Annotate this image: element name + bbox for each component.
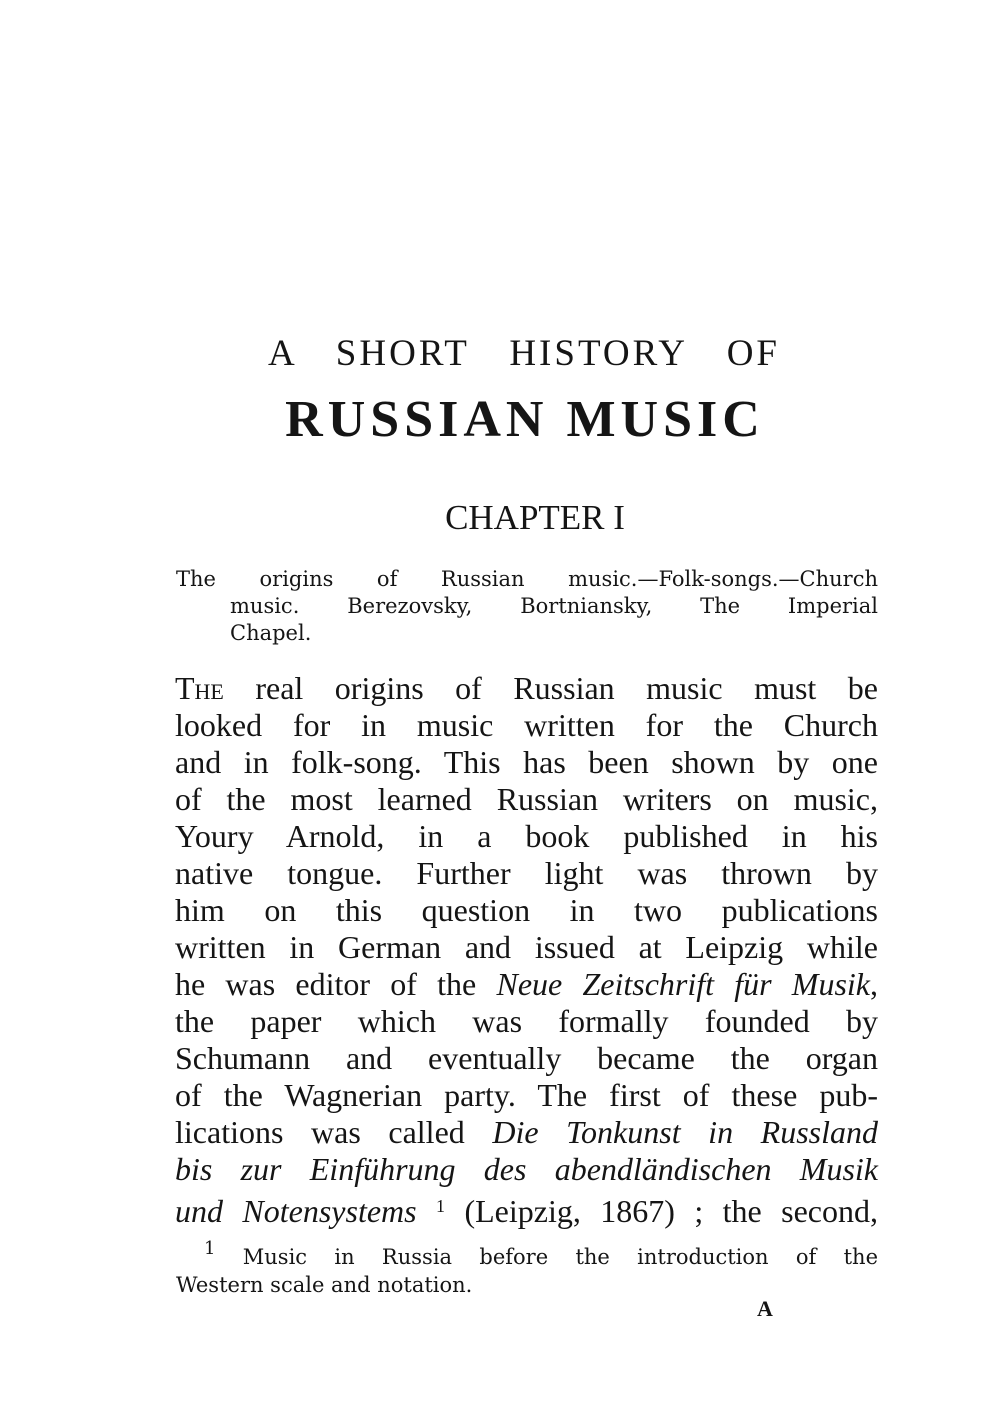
body-text-segment: Schumann and eventually became the organ: [175, 1040, 878, 1076]
body-line: [175, 929, 878, 966]
italic-title-text: Neue Zeitschrift für Musik: [496, 966, 871, 1002]
body-text-segment: looked for in music written for the Church: [175, 707, 878, 743]
italic-title-text: Die Tonkunst in Russland: [492, 1114, 879, 1150]
body-line: [175, 1114, 878, 1151]
italic-title-text: bis zur Einführung des abendländischen Musik: [175, 1151, 878, 1187]
chapter-heading: CHAPTER I: [445, 498, 625, 537]
body-text: [175, 670, 879, 1229]
book-title-line-1: A SHORT HISTORY OF: [268, 333, 780, 374]
footnote-marker: 1: [204, 1238, 216, 1259]
body-text-segment: he was editor of the: [175, 966, 497, 1002]
body-line: [175, 670, 878, 707]
body-line: [175, 818, 878, 855]
body-text-segment: (Leipzig, 1867) ; the second,: [445, 1193, 879, 1229]
body-text-segment: real origins of Russian music must be: [223, 670, 878, 706]
body-line: [175, 966, 878, 1003]
body-text-segment: The: [175, 670, 224, 706]
footnote-reference: 1: [436, 1196, 446, 1216]
body-line: [175, 707, 878, 744]
summary-line: Chapel.: [230, 621, 312, 645]
body-text-segment: of the most learned Russian writers on music,: [175, 781, 878, 817]
footnote-line: Western scale and notation.: [176, 1273, 473, 1297]
body-text-segment: the paper which was formally founded by: [175, 1003, 878, 1039]
body-line: [175, 1040, 878, 1077]
summary-line: The origins of Russian music.—Folk-songs.—Church: [176, 567, 878, 591]
body-line: [175, 744, 878, 781]
body-line: [175, 1077, 878, 1114]
body-line: [175, 781, 878, 818]
body-text-segment: [417, 1193, 436, 1229]
book-title-line-2: RUSSIAN MUSIC: [285, 391, 765, 448]
signature-mark: A: [757, 1296, 773, 1321]
chapter-summary: [176, 566, 878, 647]
body-text-segment: native tongue. Further light was thrown by: [175, 855, 878, 891]
body-line: [175, 892, 878, 929]
summary-line: music. Berezovsky, Bortniansky, The Imperial: [230, 594, 878, 618]
body-line: [175, 1003, 878, 1040]
body-text-segment: and in folk-song. This has been shown by one: [175, 744, 878, 780]
body-text-segment: Youry Arnold, in a book published in his: [175, 818, 878, 854]
body-text-segment: ,: [870, 966, 879, 1002]
footnote: [176, 1235, 878, 1299]
footnote-text: Music in Russia before the introduction of the: [242, 1245, 878, 1269]
body-text-segment: written in German and issued at Leipzig while: [175, 929, 878, 965]
body-text-segment: of the Wagnerian party. The first of these pub-: [175, 1077, 878, 1113]
footnote-line: [176, 1235, 878, 1271]
body-text-segment: lications was called: [175, 1114, 493, 1150]
italic-title-text: und Notensystems: [175, 1193, 417, 1229]
body-line: [175, 1151, 878, 1188]
body-line: [175, 1188, 879, 1229]
body-text-segment: him on this question in two publications: [175, 892, 878, 928]
body-line: [175, 855, 878, 892]
